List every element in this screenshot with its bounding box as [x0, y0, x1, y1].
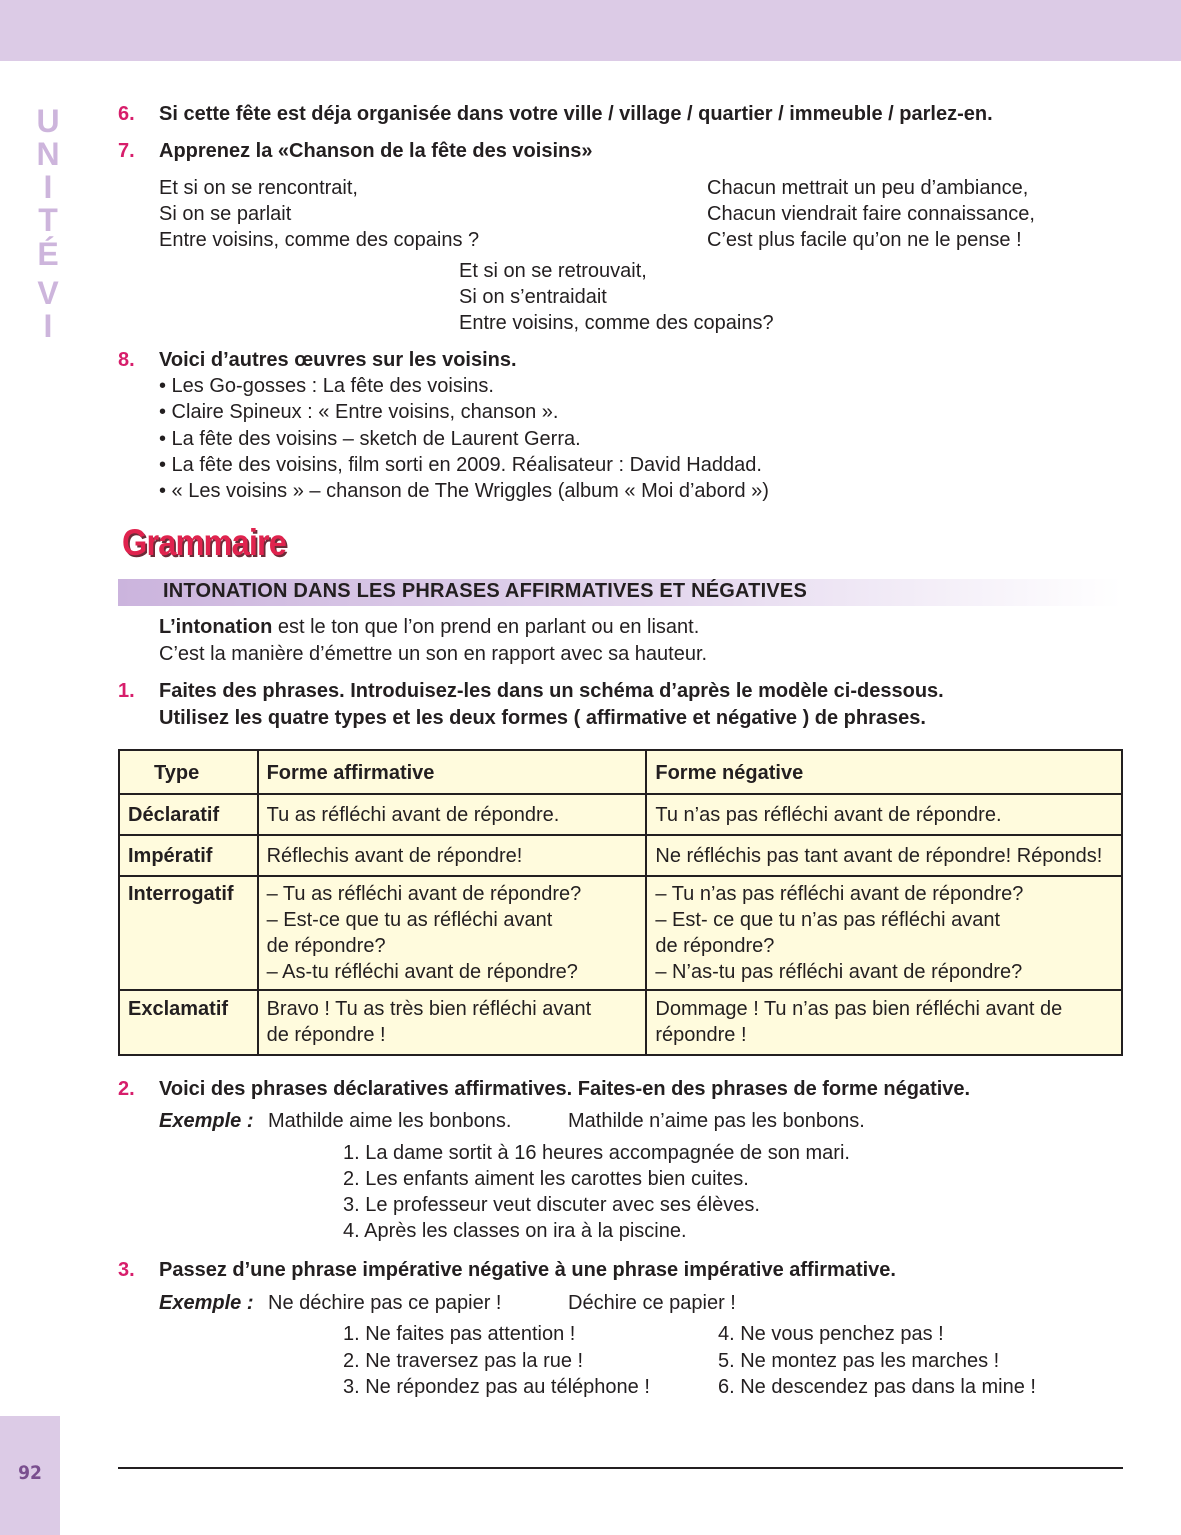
- item-number: 8.: [118, 349, 135, 371]
- example-label: Exemple :: [159, 1110, 254, 1132]
- footer-rule: [118, 1467, 1123, 1469]
- cell-line: Bravo ! Tu as très bien réfléchi avant: [266, 998, 592, 1020]
- column-header: Forme négative: [646, 750, 1122, 794]
- table-cell: [646, 990, 1122, 1055]
- unit-letter: N: [36, 136, 60, 173]
- cell-line: – N’as-tu pas réfléchi avant de répondre?: [655, 961, 1023, 983]
- cell-line: répondre !: [655, 1024, 747, 1046]
- intro-term: L’intonation: [159, 616, 273, 638]
- table-header-row: [119, 750, 1122, 794]
- song-line: Chacun mettrait un peu d’ambiance,: [707, 177, 1029, 199]
- table-cell-type: Impératif: [119, 835, 258, 876]
- song-line: Chacun viendrait faire connaissance,: [707, 203, 1035, 225]
- column-header: Type: [119, 750, 258, 794]
- cell-line: de répondre !: [266, 1024, 386, 1046]
- table-cell: [258, 876, 647, 990]
- table-row: [119, 794, 1122, 835]
- list-item: 1. La dame sortit à 16 heures accompagnée de son mari.: [343, 1142, 850, 1164]
- list-item: • Claire Spineux : « Entre voisins, chanson ».: [159, 401, 559, 423]
- table-cell: [646, 835, 1122, 876]
- exercise-instruction: Utilisez les quatre types et les deux formes ( affirmative et négative ) de phrases.: [159, 707, 926, 729]
- cell-line: – As-tu réfléchi avant de répondre?: [266, 961, 578, 983]
- table-cell: [646, 794, 1122, 835]
- example-label: Exemple :: [159, 1292, 254, 1314]
- section-banner: [118, 579, 1122, 606]
- cell-line: Tu as réfléchi avant de répondre.: [266, 803, 560, 826]
- unit-letter: I: [43, 169, 53, 206]
- table-cell-type: Exclamatif: [119, 990, 258, 1055]
- page-number: 92: [18, 1462, 42, 1484]
- section-title: Grammaire: [122, 522, 287, 563]
- song-line: Si on se parlait: [159, 203, 292, 225]
- unit-letter: É: [37, 235, 59, 272]
- list-item: • Les Go-gosses : La fête des voisins.: [159, 375, 494, 397]
- cell-line: – Tu n’as pas réfléchi avant de répondre?: [655, 883, 1024, 905]
- cell-line: – Est- ce que tu n’as pas réfléchi avant: [655, 909, 1001, 931]
- cell-line: Réflechis avant de répondre!: [266, 844, 523, 867]
- list-item: • La fête des voisins, film sorti en 2009. Réalisateur : David Haddad.: [159, 454, 762, 476]
- song-line: Entre voisins, comme des copains?: [459, 312, 774, 334]
- exercise-number: 2.: [118, 1078, 135, 1100]
- unit-letter: I: [43, 307, 53, 344]
- example-sentence: Ne déchire pas ce papier !: [268, 1292, 502, 1314]
- table-row: [119, 990, 1122, 1055]
- list-item: • La fête des voisins – sketch de Laurent Gerra.: [159, 428, 581, 450]
- cell-line: Dommage ! Tu n’as pas bien réfléchi avant de: [655, 998, 1063, 1020]
- song-line: Entre voisins, comme des copains ?: [159, 229, 480, 251]
- table-row: [119, 835, 1122, 876]
- table-cell: [258, 835, 647, 876]
- exercise-instruction: Voici des phrases déclaratives affirmatives. Faites-en des phrases de forme négative.: [159, 1078, 971, 1100]
- exercise-instruction: Passez d’une phrase impérative négative à une phrase impérative affirmative.: [159, 1259, 896, 1281]
- unit-letter: U: [36, 103, 60, 139]
- section-heading: INTONATION DANS LES PHRASES AFFIRMATIVES ET NÉGATIVES: [163, 580, 807, 602]
- example-answer: Mathilde n’aime pas les bonbons.: [568, 1110, 865, 1132]
- exercise-number: 3.: [118, 1259, 135, 1281]
- table-cell: [646, 876, 1122, 990]
- table-cell: [258, 990, 647, 1055]
- example-sentence: Mathilde aime les bonbons.: [268, 1110, 512, 1132]
- song-line: Si on s’entraidait: [459, 286, 607, 308]
- intro-definition: est le ton que l’on prend en parlant ou en lisant.: [272, 616, 700, 638]
- list-item: 5. Ne montez pas les marches !: [718, 1350, 1000, 1372]
- cell-line: Tu n’as pas réfléchi avant de répondre.: [655, 803, 1002, 826]
- song-line: Et si on se retrouvait,: [459, 260, 647, 282]
- item6-text: Si cette fête est déja organisée dans votre ville / village / quartier / immeuble / parlez-en.: [159, 103, 993, 125]
- sentence-types-table: [118, 749, 1123, 1056]
- item-number: 7.: [118, 140, 135, 162]
- list-item: 4. Après les classes on ira à la piscine.: [343, 1220, 687, 1242]
- cell-line: de répondre?: [266, 935, 386, 957]
- list-item: 1. Ne faites pas attention !: [343, 1323, 576, 1345]
- item8-text: Voici d’autres œuvres sur les voisins.: [159, 349, 517, 371]
- exercise-instruction: Faites des phrases. Introduisez-les dans un schéma d’après le modèle ci-dessous.: [159, 680, 944, 702]
- list-item: 6. Ne descendez pas dans la mine !: [718, 1376, 1036, 1398]
- unit-side-label: [20, 103, 76, 344]
- cell-line: Ne réfléchis pas tant avant de répondre! Réponds!: [655, 844, 1103, 867]
- list-item: • « Les voisins » – chanson de The Wriggles (album « Moi d’abord »): [159, 480, 769, 502]
- unit-letter: V: [37, 274, 59, 311]
- column-header: Forme affirmative: [258, 750, 647, 794]
- table-cell-type: Déclaratif: [119, 794, 258, 835]
- item7-text: Apprenez la «Chanson de la fête des voisins»: [159, 140, 593, 162]
- list-item: 2. Ne traversez pas la rue !: [343, 1350, 584, 1372]
- exercise-number: 1.: [118, 680, 135, 702]
- cell-line: de répondre?: [655, 935, 775, 957]
- unit-letter: T: [38, 202, 58, 239]
- intro-line: C’est la manière d’émettre un son en rapport avec sa hauteur.: [159, 643, 708, 665]
- list-item: 4. Ne vous penchez pas !: [718, 1323, 944, 1345]
- table-cell: [258, 794, 647, 835]
- table-cell-type: Interrogatif: [119, 876, 258, 990]
- song-line: Et si on se rencontrait,: [159, 177, 358, 199]
- cell-line: – Est-ce que tu as réfléchi avant: [266, 909, 553, 931]
- item-number: 6.: [118, 103, 135, 125]
- table-row: [119, 876, 1122, 990]
- list-item: 3. Ne répondez pas au téléphone !: [343, 1376, 650, 1398]
- cell-line: – Tu as réfléchi avant de répondre?: [266, 883, 582, 905]
- header-band: [0, 0, 1181, 61]
- intro-line: [159, 616, 699, 639]
- list-item: 2. Les enfants aiment les carottes bien cuites.: [343, 1168, 749, 1190]
- song-line: C’est plus facile qu’on ne le pense !: [707, 229, 1022, 251]
- example-answer: Déchire ce papier !: [568, 1292, 736, 1314]
- list-item: 3. Le professeur veut discuter avec ses élèves.: [343, 1194, 760, 1216]
